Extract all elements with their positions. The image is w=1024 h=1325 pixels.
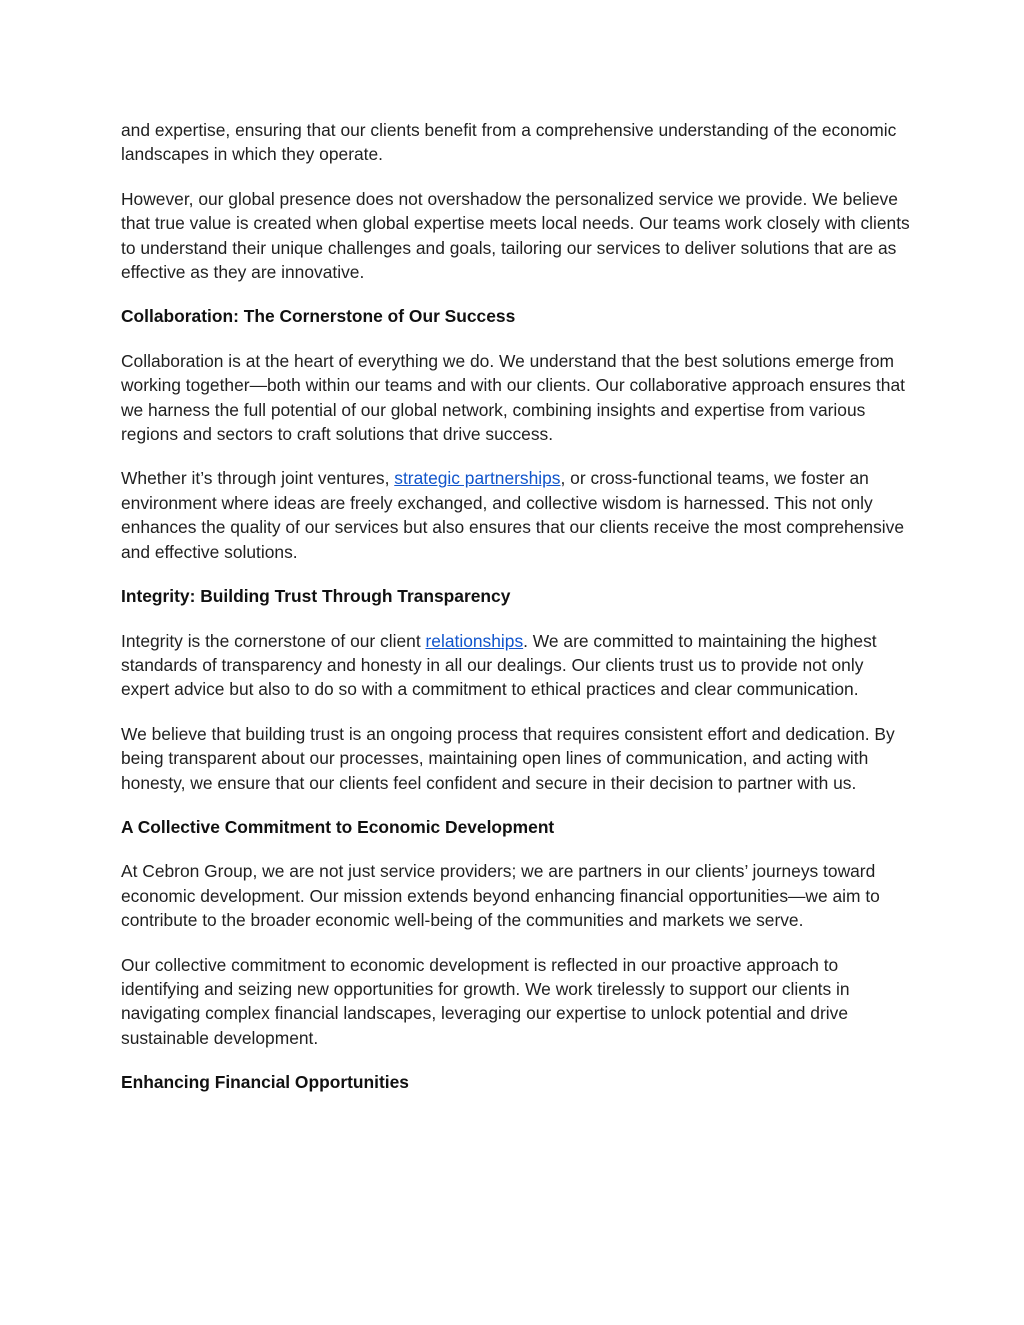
- paragraph-text-before-link: Whether it’s through joint ventures,: [121, 468, 395, 489]
- heading-collective-commitment: A Collective Commitment to Economic Development: [121, 816, 555, 837]
- heading-collaboration: Collaboration: The Cornerstone of Our Success: [121, 306, 516, 327]
- paragraph-joint-ventures: [121, 466, 911, 564]
- paragraph-text-after-link: . We are committed to maintaining the highest standards of transparency and honesty in all our dealings. Our clients trust us to provide not only expert advice but also to do so with a commitment to ethical practices and clear communication.: [121, 630, 877, 700]
- paragraph-text-before-link: Integrity is the cornerstone of our client: [121, 630, 426, 651]
- paragraph-building-trust: We believe that building trust is an ongoing process that requires consistent effort and dedication. By being transparent about our processes, maintaining open lines of communication, and acting with honesty, we ensure that our clients feel confident and secure in their decision to partner with us.: [121, 723, 895, 793]
- document-page: [121, 118, 911, 1115]
- paragraph-economic-development: Our collective commitment to economic development is reflected in our proactive approach to identifying and seizing new opportunities for growth. We work tirelessly to support our clients in navigating complex financial landscapes, leveraging our expertise to unlock potential and drive sustainable development.: [121, 954, 850, 1048]
- paragraph-expertise-continued: and expertise, ensuring that our clients benefit from a comprehensive understanding of the economic landscapes in which they operate.: [121, 120, 897, 165]
- paragraph-integrity: [121, 629, 911, 702]
- paragraph-collaboration: Collaboration is at the heart of everything we do. We understand that the best solutions emerge from working together—both within our teams and with our clients. Our collaborative approach ensures that we harness the full potential of our global network, combining insights and expertise from various regions and sectors to craft solutions that drive success.: [121, 350, 905, 445]
- paragraph-cebron-group: At Cebron Group, we are not just service providers; we are partners in our clients’ journeys toward economic development. Our mission extends beyond enhancing financial opportunities—we aim to contribute to the broader economic well-being of the communities and markets we serve.: [121, 861, 880, 931]
- paragraph-global-presence: However, our global presence does not overshadow the personalized service we provide. We believe that true value is created when global expertise meets local needs. Our teams work closely with clients to understand their unique challenges and goals, tailoring our services to deliver solutions that are as effective as they are innovative.: [121, 188, 910, 283]
- paragraph-text-after-link: , or cross-functional teams, we foster an environment where ideas are freely exchanged, and collective wisdom is harnessed. This not only enhances the quality of our services but also ensures that our clients receive the most comprehensive and effective solutions.: [121, 468, 904, 562]
- heading-enhancing-financial-opportunities: Enhancing Financial Opportunities: [121, 1072, 409, 1093]
- relationships-link[interactable]: relationships: [425, 630, 524, 651]
- strategic-partnerships-link[interactable]: strategic partnerships: [394, 468, 561, 489]
- heading-integrity: Integrity: Building Trust Through Transparency: [121, 586, 511, 607]
